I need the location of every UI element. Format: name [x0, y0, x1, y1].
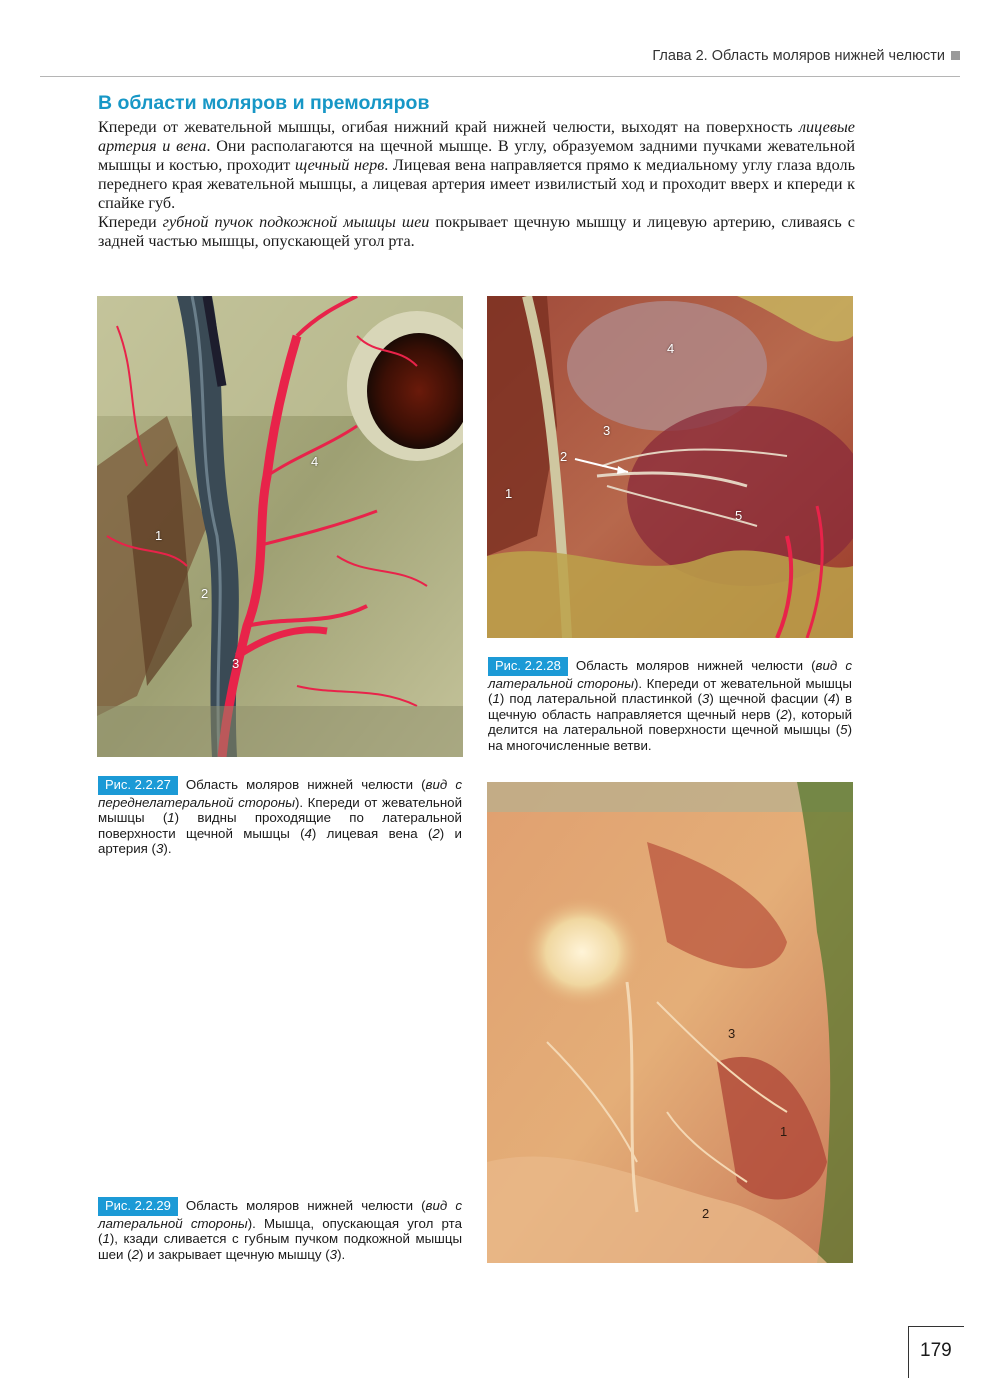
caption-text: ) в щечную область направляется щечный нерв (	[488, 691, 853, 722]
header-rule	[40, 76, 960, 77]
caption-text: ), кзади сливается с губным пучком подкожной мышцы шеи (	[98, 1231, 462, 1262]
caption-text: ). Мышца, опускающая угол рта (	[98, 1215, 462, 1247]
caption-ref-number: 4	[827, 691, 836, 707]
caption-text: ) щечной фасции (	[709, 691, 828, 707]
caption-text: ).	[337, 1246, 346, 1262]
caption-text: Область моляров нижней челюсти (	[185, 1198, 426, 1213]
caption-ref-number: 2	[432, 825, 440, 841]
caption-text: ) видны проходящие по латеральной поверхности щечной мышцы (	[98, 810, 462, 841]
fig28-label-3: 3	[603, 423, 611, 438]
fig28-label-2: 2	[560, 449, 568, 464]
fig29-label-3: 3	[728, 1026, 736, 1041]
caption-ref-number: 2	[131, 1246, 140, 1262]
caption-ref-number: 1	[492, 691, 500, 707]
caption-text: Область моляров нижней челюсти (	[575, 658, 816, 673]
fig27-label-2: 2	[201, 586, 209, 601]
caption-ref-number: 5	[840, 722, 848, 738]
running-head	[560, 48, 960, 64]
figure-2-2-29-image	[487, 782, 853, 1263]
caption-text: ), который делится на латеральной поверхности щечной мышцы (	[488, 706, 853, 738]
caption-ref-number: 1	[102, 1231, 110, 1247]
fig29-label-2: 2	[702, 1206, 710, 1221]
caption-ref-number: 3	[701, 691, 710, 707]
fig28-label-1: 1	[505, 486, 513, 501]
p1-text-c: . Лицевая вена направляется прямо к медиальному углу глаза вдоль переднего края жевательной мышцы, а лицевая артерия имеет извилистый ход и проходит вверх и кпереди к спайке губ.	[98, 156, 855, 212]
caption-text: ) под латеральной пластинкой (	[499, 691, 702, 707]
p1-emphasis-1: лицевые артерия и вена	[98, 118, 855, 155]
caption-text: ).	[163, 841, 172, 857]
square-icon	[951, 51, 960, 60]
caption-text: ) и закрывает щечную мышцу (	[139, 1246, 330, 1262]
fig29-label-1: 1	[780, 1124, 788, 1139]
caption-emphasis: вид с латеральной стороны	[488, 658, 852, 691]
fig27-label-1: 1	[155, 528, 163, 543]
caption-text: ) на многочисленные ветви.	[488, 722, 852, 753]
p2-emphasis: губной пучок подкожной мышцы шеи	[162, 213, 430, 231]
caption-ref-number: 3	[155, 841, 164, 857]
fig28-label-5: 5	[735, 508, 743, 523]
caption-emphasis: вид с латеральной стороны	[98, 1198, 462, 1231]
paragraph-2	[98, 213, 855, 251]
caption-text: ). Кпереди от жевательной мышцы (	[488, 675, 852, 707]
caption-text: ). Кпереди от жевательной мышцы (	[98, 794, 462, 826]
figure-2-2-29-caption	[98, 1197, 462, 1262]
caption-text: Область моляров нижней челюсти (	[185, 777, 426, 792]
figure-2-2-28-image	[487, 296, 853, 638]
paragraph-1	[98, 118, 855, 213]
p1-text-a: Кпереди от жевательной мышцы, огибая нижний край нижней челюсти, выходят на поверхность	[98, 118, 799, 136]
figure-number-badge: Рис. 2.2.29	[98, 1197, 178, 1216]
page-number: 179	[920, 1340, 952, 1361]
body-text	[98, 118, 855, 251]
caption-ref-number: 3	[329, 1246, 338, 1262]
figure-2-2-28-caption	[488, 657, 852, 754]
section-title: В области моляров и премоляров	[98, 92, 430, 114]
caption-emphasis: вид с переднелатеральной стороны	[98, 777, 462, 810]
figure-number-badge: Рис. 2.2.27	[98, 776, 178, 795]
fig28-label-4: 4	[667, 341, 675, 356]
caption-ref-number: 2	[780, 706, 788, 722]
figure-2-2-27-image	[97, 296, 463, 757]
p1-text-b: . Они располагаются на щечной мышце. В углу, образуемом задними пучками жевательной мышцы и костью, проходит	[98, 137, 855, 174]
figure-number-badge: Рис. 2.2.28	[488, 657, 568, 676]
figure-2-2-27-caption	[98, 776, 462, 857]
p1-emphasis-2: щечный нерв	[294, 156, 385, 174]
caption-text: ) и артерия (	[98, 825, 462, 857]
running-head-text: Глава 2. Область моляров нижней челюсти	[652, 48, 945, 64]
caption-ref-number: 4	[304, 825, 312, 841]
caption-ref-number: 1	[167, 810, 175, 826]
fig27-label-4: 4	[311, 454, 319, 469]
p2-text-b: покрывает щечную мышцу и лицевую артерию, сливаясь с задней частью мышцы, опускающей угол рта.	[98, 213, 855, 250]
caption-text: ) лицевая вена (	[311, 825, 433, 841]
fig27-label-3: 3	[232, 656, 240, 671]
p2-text-a: Кпереди	[98, 213, 163, 231]
